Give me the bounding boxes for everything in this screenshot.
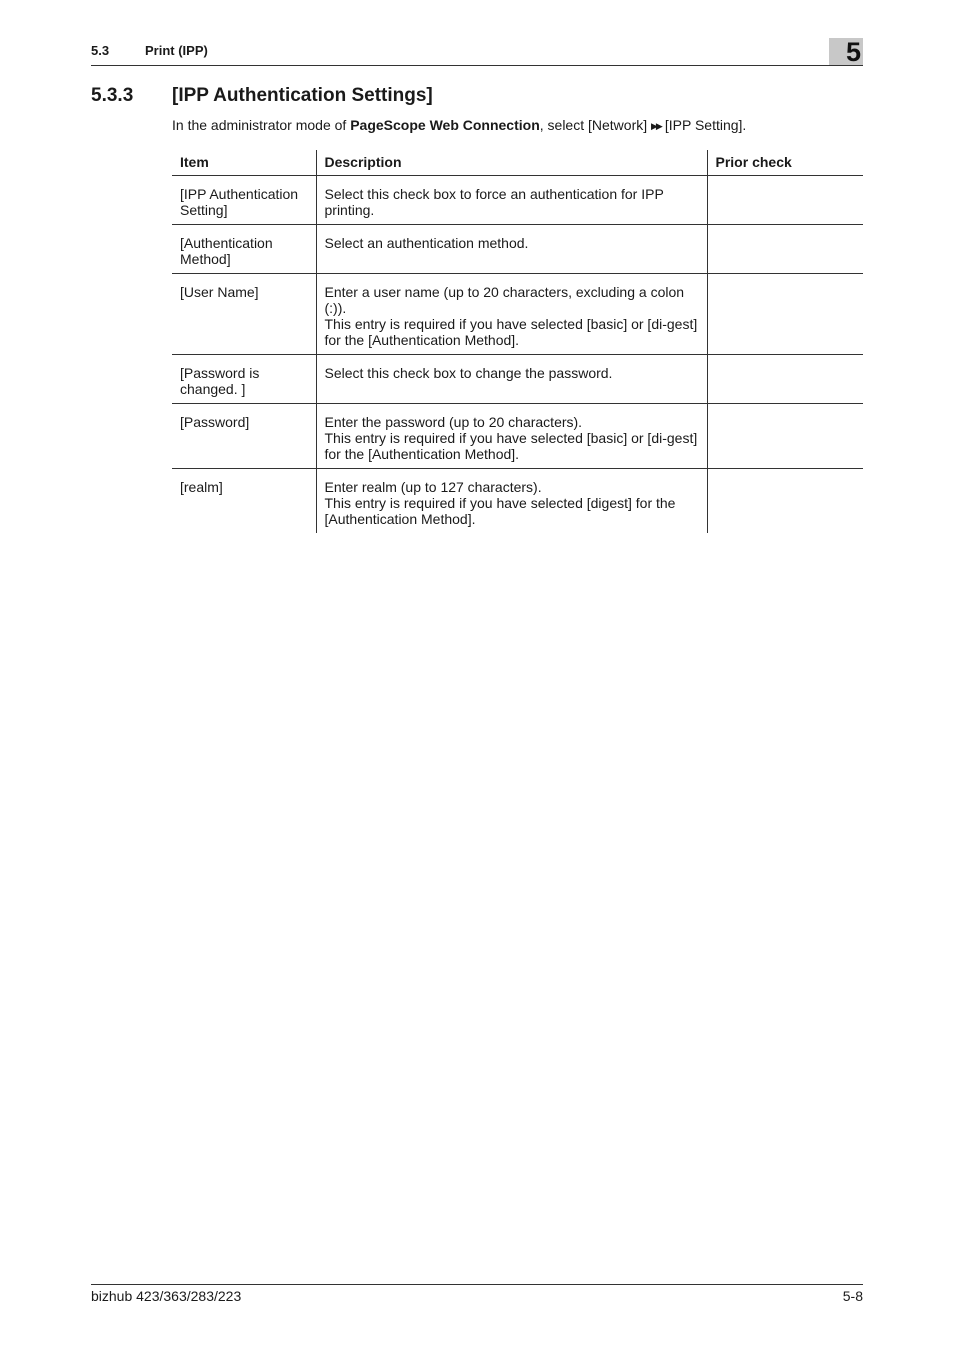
description-cell [316,404,707,469]
header-item: Item [172,150,316,176]
table-row [172,225,863,274]
section-title: [IPP Authentication Settings] [172,85,433,106]
intro-suffix: [IPP Setting]. [664,117,747,133]
item-cell: [IPP Authentication Setting] [172,176,316,225]
prior-check-cell [707,469,863,534]
header-section-title: Print (IPP) [145,43,208,58]
prior-check-cell [707,355,863,404]
table-row [172,176,863,225]
description-line: Select this check box to change the password. [324,365,613,381]
table-row [172,469,863,534]
prior-check-cell [707,274,863,355]
running-footer [91,1284,863,1304]
footer-model: bizhub 423/363/283/223 [91,1288,242,1304]
description-line: This entry is required if you have selected [digest] for the [Authentication Method]. [324,495,676,527]
item-cell: [Authentication Method] [172,225,316,274]
chapter-badge [829,38,863,65]
description-line: Select this check box to force an authentication for IPP printing. [324,186,664,218]
double-arrow-icon: ▶▶ [651,121,661,131]
item-cell: [Password is changed. ] [172,355,316,404]
intro-paragraph [172,117,746,133]
description-line: Select an authentication method. [324,235,529,251]
section-number: 5.3.3 [91,85,134,106]
description-cell [316,225,707,274]
header-section-number: 5.3 [91,43,110,58]
description-cell [316,355,707,404]
description-cell [316,176,707,225]
description-line: Enter realm (up to 127 characters). [324,479,542,495]
prior-check-cell [707,404,863,469]
description-cell [316,274,707,355]
item-cell: [realm] [172,469,316,534]
prior-check-cell [707,176,863,225]
description-line: Enter a user name (up to 20 characters, excluding a colon (:)). [324,284,685,316]
chapter-number: 5 [845,37,861,67]
table-row [172,355,863,404]
intro-prefix: In the administrator mode of [172,117,351,133]
intro-product: PageScope Web Connection [350,117,540,133]
table-row [172,404,863,469]
description-cell [316,469,707,534]
item-cell: [User Name] [172,274,316,355]
intro-middle: , select [Network] [539,117,652,133]
table-header-row [172,150,863,176]
footer-page-number: 5-8 [842,1288,863,1304]
header-description: Description [316,150,707,176]
prior-check-cell [707,225,863,274]
description-line: Enter the password (up to 20 characters). [324,414,583,430]
running-header [91,37,863,67]
item-cell: [Password] [172,404,316,469]
table-row [172,274,863,355]
header-prior-check: Prior check [707,150,863,176]
settings-table [172,150,863,533]
description-line: This entry is required if you have selected [basic] or [di-gest] for the [Authentication Method]. [324,430,698,462]
description-line: This entry is required if you have selected [basic] or [di-gest] for the [Authentication Method]. [324,316,698,348]
